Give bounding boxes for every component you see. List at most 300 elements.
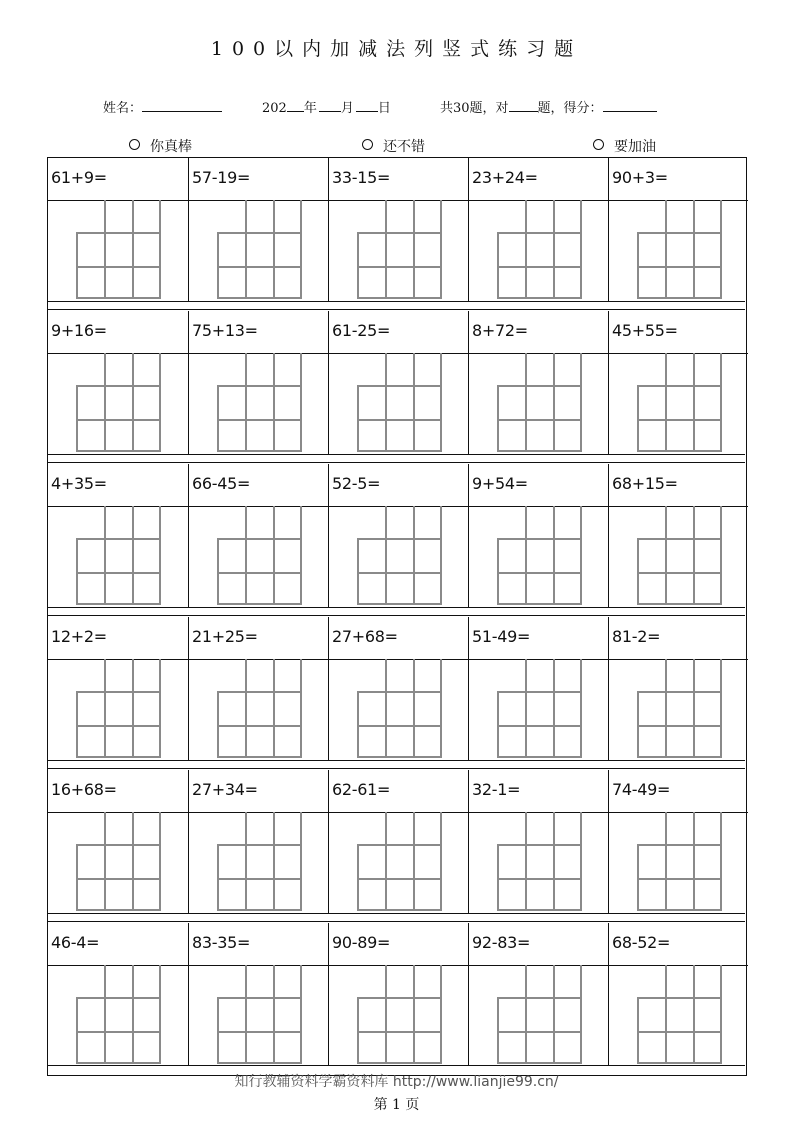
exercise-cell <box>188 617 328 760</box>
grid-line <box>76 997 160 999</box>
grid-line <box>413 965 415 1064</box>
grid-line <box>525 965 527 1064</box>
grid-line <box>693 659 695 758</box>
exercise-row <box>48 311 745 454</box>
problem-text: 9+16= <box>51 321 107 340</box>
grid-line <box>357 419 441 421</box>
grid-line <box>553 965 555 1064</box>
grid-line <box>385 353 387 452</box>
exercise-cell <box>328 617 468 760</box>
grid-line <box>413 506 415 605</box>
day-label: 日 <box>377 101 391 116</box>
grid-line <box>637 603 721 605</box>
exercise-grid <box>47 157 747 1076</box>
grid-line <box>159 659 161 758</box>
grid-line <box>357 725 441 727</box>
exercise-cell <box>468 158 608 301</box>
grid-line <box>665 965 667 1064</box>
month-label: 月 <box>340 101 354 116</box>
grid-line <box>245 812 247 911</box>
grid-line <box>497 997 581 999</box>
rating-option-good[interactable] <box>362 136 425 156</box>
exercise-cell <box>468 770 608 913</box>
exercise-cell <box>608 617 748 760</box>
exercise-cell <box>608 311 748 454</box>
grid-line <box>273 200 275 299</box>
grid-line <box>217 266 301 268</box>
vertical-calc-grid[interactable] <box>217 200 301 299</box>
grid-line <box>217 572 301 574</box>
vertical-calc-grid[interactable] <box>357 965 441 1064</box>
exercise-cell <box>468 617 608 760</box>
grid-line <box>104 353 106 452</box>
grid-line <box>580 812 582 911</box>
grid-line <box>357 572 441 574</box>
grid-line <box>76 725 160 727</box>
problem-text: 51-49= <box>472 627 531 646</box>
grid-line <box>76 844 160 846</box>
vertical-calc-grid[interactable] <box>497 200 581 299</box>
problem-text: 16+68= <box>51 780 117 799</box>
exercise-cell <box>188 158 328 301</box>
grid-line <box>497 691 581 693</box>
grid-line <box>76 572 160 574</box>
grid-line <box>665 659 667 758</box>
grid-line <box>357 909 441 911</box>
problem-text: 75+13= <box>192 321 258 340</box>
grid-line <box>497 725 581 727</box>
grid-line <box>159 353 161 452</box>
grid-line <box>385 506 387 605</box>
grid-line <box>385 200 387 299</box>
grid-line <box>132 659 134 758</box>
rating-option-great[interactable] <box>129 136 192 156</box>
grid-line <box>637 266 721 268</box>
year-prefix: 202 <box>262 101 287 116</box>
year-label: 年 <box>303 101 317 116</box>
grid-line <box>217 419 301 421</box>
vertical-calc-grid[interactable] <box>76 506 160 605</box>
vertical-calc-grid[interactable] <box>357 812 441 911</box>
problem-text: 33-15= <box>332 168 391 187</box>
grid-line <box>76 603 160 605</box>
grid-line <box>413 812 415 911</box>
grid-line <box>104 812 106 911</box>
grid-line <box>440 200 442 299</box>
problem-text: 81-2= <box>612 627 661 646</box>
vertical-calc-grid[interactable] <box>217 506 301 605</box>
exercise-row <box>48 464 745 607</box>
exercise-cell <box>188 770 328 913</box>
exercise-cell <box>608 923 748 1066</box>
vertical-calc-grid[interactable] <box>357 353 441 452</box>
grid-line <box>217 909 301 911</box>
radio-circle-icon[interactable] <box>362 139 373 150</box>
vertical-calc-grid[interactable] <box>357 200 441 299</box>
grid-line <box>580 506 582 605</box>
vertical-calc-grid[interactable] <box>76 965 160 1064</box>
problem-text: 9+54= <box>472 474 528 493</box>
row-separator-line <box>48 462 745 463</box>
exercise-cell <box>328 311 468 454</box>
grid-line <box>273 965 275 1064</box>
exercise-cell <box>468 923 608 1066</box>
grid-line <box>665 200 667 299</box>
grid-line <box>217 878 301 880</box>
grid-line <box>132 353 134 452</box>
problem-text: 83-35= <box>192 933 251 952</box>
grid-line <box>76 385 160 387</box>
grid-line <box>357 297 441 299</box>
grid-line <box>497 1062 581 1064</box>
grid-line <box>76 538 160 540</box>
exercise-cell <box>48 770 188 913</box>
grid-line <box>300 659 302 758</box>
problem-text: 32-1= <box>472 780 521 799</box>
vertical-calc-grid[interactable] <box>497 353 581 452</box>
problem-text: 62-61= <box>332 780 391 799</box>
month-blank[interactable] <box>319 99 341 112</box>
page-title: 100以内加减法列竖式练习题 <box>210 38 583 60</box>
score-blank[interactable] <box>603 99 657 112</box>
grid-line <box>132 812 134 911</box>
vertical-calc-grid[interactable] <box>357 659 441 758</box>
grid-line <box>132 506 134 605</box>
grid-line <box>217 1062 301 1064</box>
problem-text: 92-83= <box>472 933 531 952</box>
grid-line <box>413 353 415 452</box>
vertical-calc-grid[interactable] <box>217 659 301 758</box>
grid-line <box>76 909 160 911</box>
grid-line <box>76 450 160 452</box>
exercise-cell <box>188 311 328 454</box>
grid-line <box>637 572 721 574</box>
exercise-row <box>48 923 745 1066</box>
grid-line <box>720 659 722 758</box>
grid-line <box>440 506 442 605</box>
row-separator-line <box>48 607 745 608</box>
exercise-cell <box>468 311 608 454</box>
grid-line <box>357 232 441 234</box>
exercise-cell <box>48 464 188 607</box>
grid-line <box>637 385 721 387</box>
grid-line <box>245 659 247 758</box>
grid-line <box>497 844 581 846</box>
radio-circle-icon[interactable] <box>129 139 140 150</box>
grid-line <box>76 691 160 693</box>
exercise-row <box>48 158 745 301</box>
vertical-calc-grid[interactable] <box>497 965 581 1064</box>
grid-line <box>497 1031 581 1033</box>
row-separator-line <box>48 768 745 769</box>
date-field[interactable] <box>262 97 391 116</box>
grid-line <box>217 997 301 999</box>
grid-line <box>413 659 415 758</box>
grid-line <box>273 506 275 605</box>
watermark-text: 知行教辅资料学霸资料库 http://www.lianjie99.cn/ <box>234 1074 559 1090</box>
vertical-calc-grid[interactable] <box>497 506 581 605</box>
grid-line <box>357 756 441 758</box>
grid-line <box>693 353 695 452</box>
grid-line <box>553 200 555 299</box>
exercise-cell <box>48 158 188 301</box>
vertical-calc-grid[interactable] <box>76 353 160 452</box>
name-field[interactable] <box>103 97 222 116</box>
grid-line <box>132 200 134 299</box>
grid-line <box>637 419 721 421</box>
row-separator-line <box>48 913 745 914</box>
grid-line <box>76 1031 160 1033</box>
grid-line <box>553 812 555 911</box>
grid-line <box>440 965 442 1064</box>
problem-text: 61+9= <box>51 168 107 187</box>
exercise-cell <box>328 923 468 1066</box>
exercise-cell <box>188 464 328 607</box>
grid-line <box>693 506 695 605</box>
grid-line <box>273 812 275 911</box>
grid-line <box>720 965 722 1064</box>
grid-line <box>497 878 581 880</box>
grid-line <box>300 812 302 911</box>
grid-line <box>497 572 581 574</box>
grid-line <box>245 506 247 605</box>
grid-line <box>357 878 441 880</box>
grid-line <box>525 659 527 758</box>
vertical-calc-grid[interactable] <box>217 812 301 911</box>
grid-line <box>217 385 301 387</box>
grid-line <box>217 538 301 540</box>
row-separator-line <box>48 301 745 302</box>
vertical-calc-grid[interactable] <box>497 659 581 758</box>
name-blank[interactable] <box>142 99 222 112</box>
grid-line <box>76 232 160 234</box>
rating-option-try-harder[interactable] <box>593 136 656 156</box>
grid-line <box>132 965 134 1064</box>
grid-line <box>300 965 302 1064</box>
grid-line <box>720 353 722 452</box>
grid-line <box>217 232 301 234</box>
grid-line <box>580 965 582 1064</box>
grid-line <box>385 812 387 911</box>
grid-line <box>440 353 442 452</box>
grid-line <box>76 1062 160 1064</box>
problem-text: 46-4= <box>51 933 100 952</box>
exercise-cell <box>328 158 468 301</box>
grid-line <box>245 965 247 1064</box>
total-prefix: 共30题，对 <box>440 101 509 116</box>
problem-text: 4+35= <box>51 474 107 493</box>
grid-line <box>637 691 721 693</box>
vertical-calc-grid[interactable] <box>637 506 721 605</box>
grid-line <box>104 200 106 299</box>
vertical-calc-grid[interactable] <box>217 353 301 452</box>
grid-line <box>720 812 722 911</box>
exercise-cell <box>188 923 328 1066</box>
radio-circle-icon[interactable] <box>593 139 604 150</box>
grid-line <box>159 506 161 605</box>
grid-line <box>497 756 581 758</box>
grid-line <box>580 200 582 299</box>
vertical-calc-grid[interactable] <box>637 812 721 911</box>
problem-text: 57-19= <box>192 168 251 187</box>
grid-line <box>497 450 581 452</box>
grid-line <box>357 450 441 452</box>
grid-line <box>217 725 301 727</box>
grid-line <box>357 603 441 605</box>
vertical-calc-grid[interactable] <box>76 659 160 758</box>
rating-label: 你真棒 <box>150 139 192 155</box>
problem-text: 27+68= <box>332 627 398 646</box>
grid-line <box>357 997 441 999</box>
grid-line <box>637 878 721 880</box>
grid-line <box>525 812 527 911</box>
vertical-calc-grid[interactable] <box>217 965 301 1064</box>
exercise-cell <box>48 617 188 760</box>
vertical-calc-grid[interactable] <box>497 812 581 911</box>
problem-text: 90-89= <box>332 933 391 952</box>
grid-line <box>637 232 721 234</box>
grid-line <box>553 353 555 452</box>
grid-line <box>76 756 160 758</box>
problem-text: 8+72= <box>472 321 528 340</box>
grid-line <box>357 385 441 387</box>
grid-line <box>553 506 555 605</box>
grid-line <box>637 1031 721 1033</box>
grid-line <box>104 506 106 605</box>
grid-line <box>357 1062 441 1064</box>
grid-line <box>273 659 275 758</box>
problem-text: 45+55= <box>612 321 678 340</box>
grid-line <box>497 232 581 234</box>
grid-line <box>385 965 387 1064</box>
grid-line <box>637 297 721 299</box>
vertical-calc-grid[interactable] <box>76 200 160 299</box>
vertical-calc-grid[interactable] <box>637 965 721 1064</box>
grid-line <box>159 965 161 1064</box>
grid-line <box>665 353 667 452</box>
grid-line <box>637 450 721 452</box>
grid-line <box>357 691 441 693</box>
grid-line <box>104 965 106 1064</box>
vertical-calc-grid[interactable] <box>637 353 721 452</box>
grid-line <box>245 353 247 452</box>
exercise-row <box>48 617 745 760</box>
grid-line <box>497 419 581 421</box>
exercise-cell <box>48 923 188 1066</box>
row-separator-line <box>48 760 745 761</box>
exercise-cell <box>468 464 608 607</box>
grid-line <box>525 506 527 605</box>
grid-line <box>245 200 247 299</box>
problem-text: 68-52= <box>612 933 671 952</box>
grid-line <box>217 603 301 605</box>
grid-line <box>693 200 695 299</box>
correct-blank[interactable] <box>509 99 538 112</box>
problem-text: 52-5= <box>332 474 381 493</box>
grid-line <box>525 353 527 452</box>
grid-line <box>300 200 302 299</box>
grid-line <box>217 756 301 758</box>
grid-line <box>497 385 581 387</box>
problem-text: 27+34= <box>192 780 258 799</box>
problem-text: 12+2= <box>51 627 107 646</box>
grid-line <box>76 266 160 268</box>
problem-text: 90+3= <box>612 168 668 187</box>
day-blank[interactable] <box>356 99 378 112</box>
page-number: 第 1 页 <box>373 1097 420 1113</box>
grid-line <box>76 419 160 421</box>
grid-line <box>440 659 442 758</box>
row-separator-line <box>48 615 745 616</box>
grid-line <box>440 812 442 911</box>
grid-line <box>217 844 301 846</box>
grid-line <box>497 909 581 911</box>
problem-text: 23+24= <box>472 168 538 187</box>
name-label: 姓名： <box>103 101 143 116</box>
problem-text: 66-45= <box>192 474 251 493</box>
grid-line <box>159 200 161 299</box>
exercise-cell <box>608 770 748 913</box>
score-field[interactable] <box>440 97 657 116</box>
grid-line <box>665 812 667 911</box>
grid-line <box>159 812 161 911</box>
row-separator-line <box>48 309 745 310</box>
grid-line <box>497 603 581 605</box>
problem-text: 21+25= <box>192 627 258 646</box>
grid-line <box>497 266 581 268</box>
grid-line <box>720 506 722 605</box>
grid-line <box>637 756 721 758</box>
total-suffix: 题，得分： <box>537 101 603 116</box>
grid-line <box>76 297 160 299</box>
rating-label: 要加油 <box>614 139 656 155</box>
exercise-cell <box>608 158 748 301</box>
grid-line <box>637 997 721 999</box>
grid-line <box>273 353 275 452</box>
grid-line <box>580 659 582 758</box>
vertical-calc-grid[interactable] <box>76 812 160 911</box>
exercise-cell <box>48 311 188 454</box>
grid-line <box>357 844 441 846</box>
vertical-calc-grid[interactable] <box>357 506 441 605</box>
grid-line <box>553 659 555 758</box>
grid-line <box>693 965 695 1064</box>
year-blank[interactable] <box>287 99 304 112</box>
grid-line <box>385 659 387 758</box>
exercise-cell <box>608 464 748 607</box>
grid-line <box>637 538 721 540</box>
problem-text: 68+15= <box>612 474 678 493</box>
grid-line <box>637 725 721 727</box>
grid-line <box>104 659 106 758</box>
problem-text: 74-49= <box>612 780 671 799</box>
vertical-calc-grid[interactable] <box>637 659 721 758</box>
exercise-cell <box>328 464 468 607</box>
grid-line <box>413 200 415 299</box>
grid-line <box>637 844 721 846</box>
grid-line <box>217 691 301 693</box>
grid-line <box>217 1031 301 1033</box>
grid-line <box>525 200 527 299</box>
problem-text: 61-25= <box>332 321 391 340</box>
grid-line <box>637 1062 721 1064</box>
row-separator-line <box>48 454 745 455</box>
vertical-calc-grid[interactable] <box>637 200 721 299</box>
grid-line <box>637 909 721 911</box>
grid-line <box>357 538 441 540</box>
grid-line <box>357 266 441 268</box>
grid-line <box>720 200 722 299</box>
